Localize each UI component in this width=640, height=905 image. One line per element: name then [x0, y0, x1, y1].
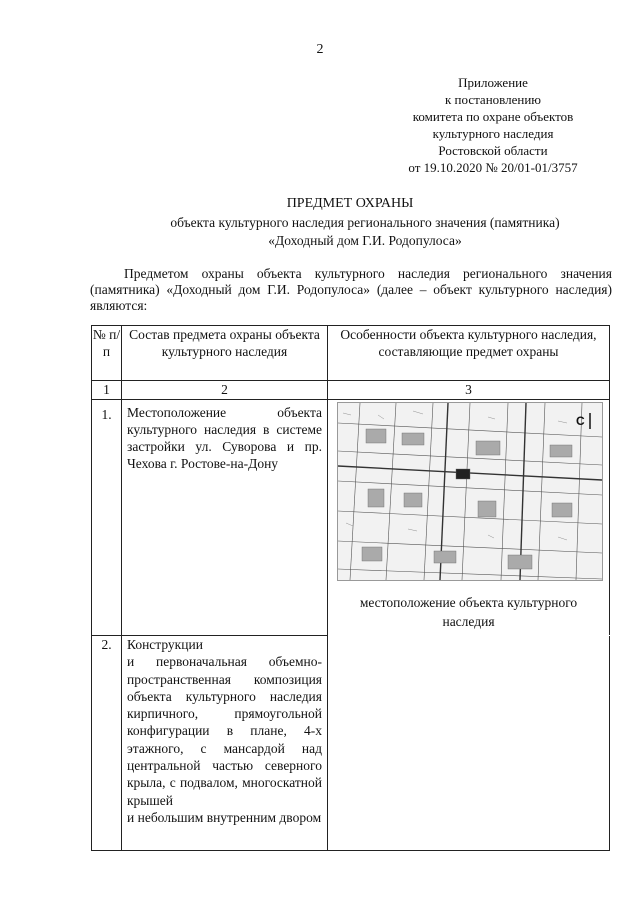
description-line: и небольшим внутренним двором [127, 809, 322, 825]
map-cell [328, 400, 610, 636]
document-title: ПРЕДМЕТ ОХРАНЫ [286, 196, 414, 211]
row-description [122, 636, 328, 851]
feature-cell-empty [328, 636, 610, 851]
appendix-line: Ростовской области [438, 143, 548, 158]
document-subtitle [100, 214, 630, 250]
page-number: 2 [316, 42, 324, 57]
map-caption: местоположение объекта культурного наследия [359, 595, 578, 629]
table-row [92, 636, 610, 851]
table-row [92, 400, 610, 636]
row-number: 2. [92, 636, 122, 851]
subtitle-line-1: объекта культурного наследия регионального значения (памятника) [170, 215, 560, 230]
header-features: Особенности объекта культурного наследия, составляющие предмет охраны [328, 326, 610, 381]
appendix-line: комитета по охране объектов [412, 109, 574, 124]
appendix-block [370, 74, 616, 176]
appendix-line: культурного наследия [432, 126, 554, 141]
street-plan-image [338, 403, 602, 580]
description-line: Конструкции [127, 637, 203, 652]
column-number: 1 [92, 381, 122, 400]
appendix-line: от 19.10.2020 № 20/01-01/3757 [408, 160, 578, 175]
appendix-line: Приложение [458, 75, 528, 90]
row-description: Местоположение объекта культурного наследия в системе застройки ул. Суворова и пр. Чехова г. Ростове-на-Дону [122, 400, 328, 636]
description-line: и первоначальная объемно-пространственная композиция объекта культурного наследия кирпичного, прямоугольной конфигурации в плане, 4-х этажного, с мансардой над центральной частью северного крыла, с подвалом, многоскатной крышей [127, 654, 322, 808]
row-number: 1. [92, 400, 122, 636]
header-composition: Состав предмета охраны объекта культурного наследия [122, 326, 328, 381]
appendix-line: к постановлению [444, 92, 542, 107]
table-header-row [92, 326, 610, 381]
column-number: 3 [328, 381, 610, 400]
header-number: № п/п [92, 326, 122, 381]
protection-table [91, 325, 610, 851]
column-number: 2 [122, 381, 328, 400]
location-map [337, 402, 603, 581]
intro-paragraph: Предметом охраны объекта культурного наследия регионального значения (памятника) «Доходный дом Г.И. Родопулоса» (далее – объект культурного наследия) являются: [90, 266, 612, 313]
column-numbers-row [92, 381, 610, 400]
subtitle-line-2: «Доходный дом Г.И. Родопулоса» [268, 233, 462, 248]
map-north-marker: С [576, 414, 585, 428]
